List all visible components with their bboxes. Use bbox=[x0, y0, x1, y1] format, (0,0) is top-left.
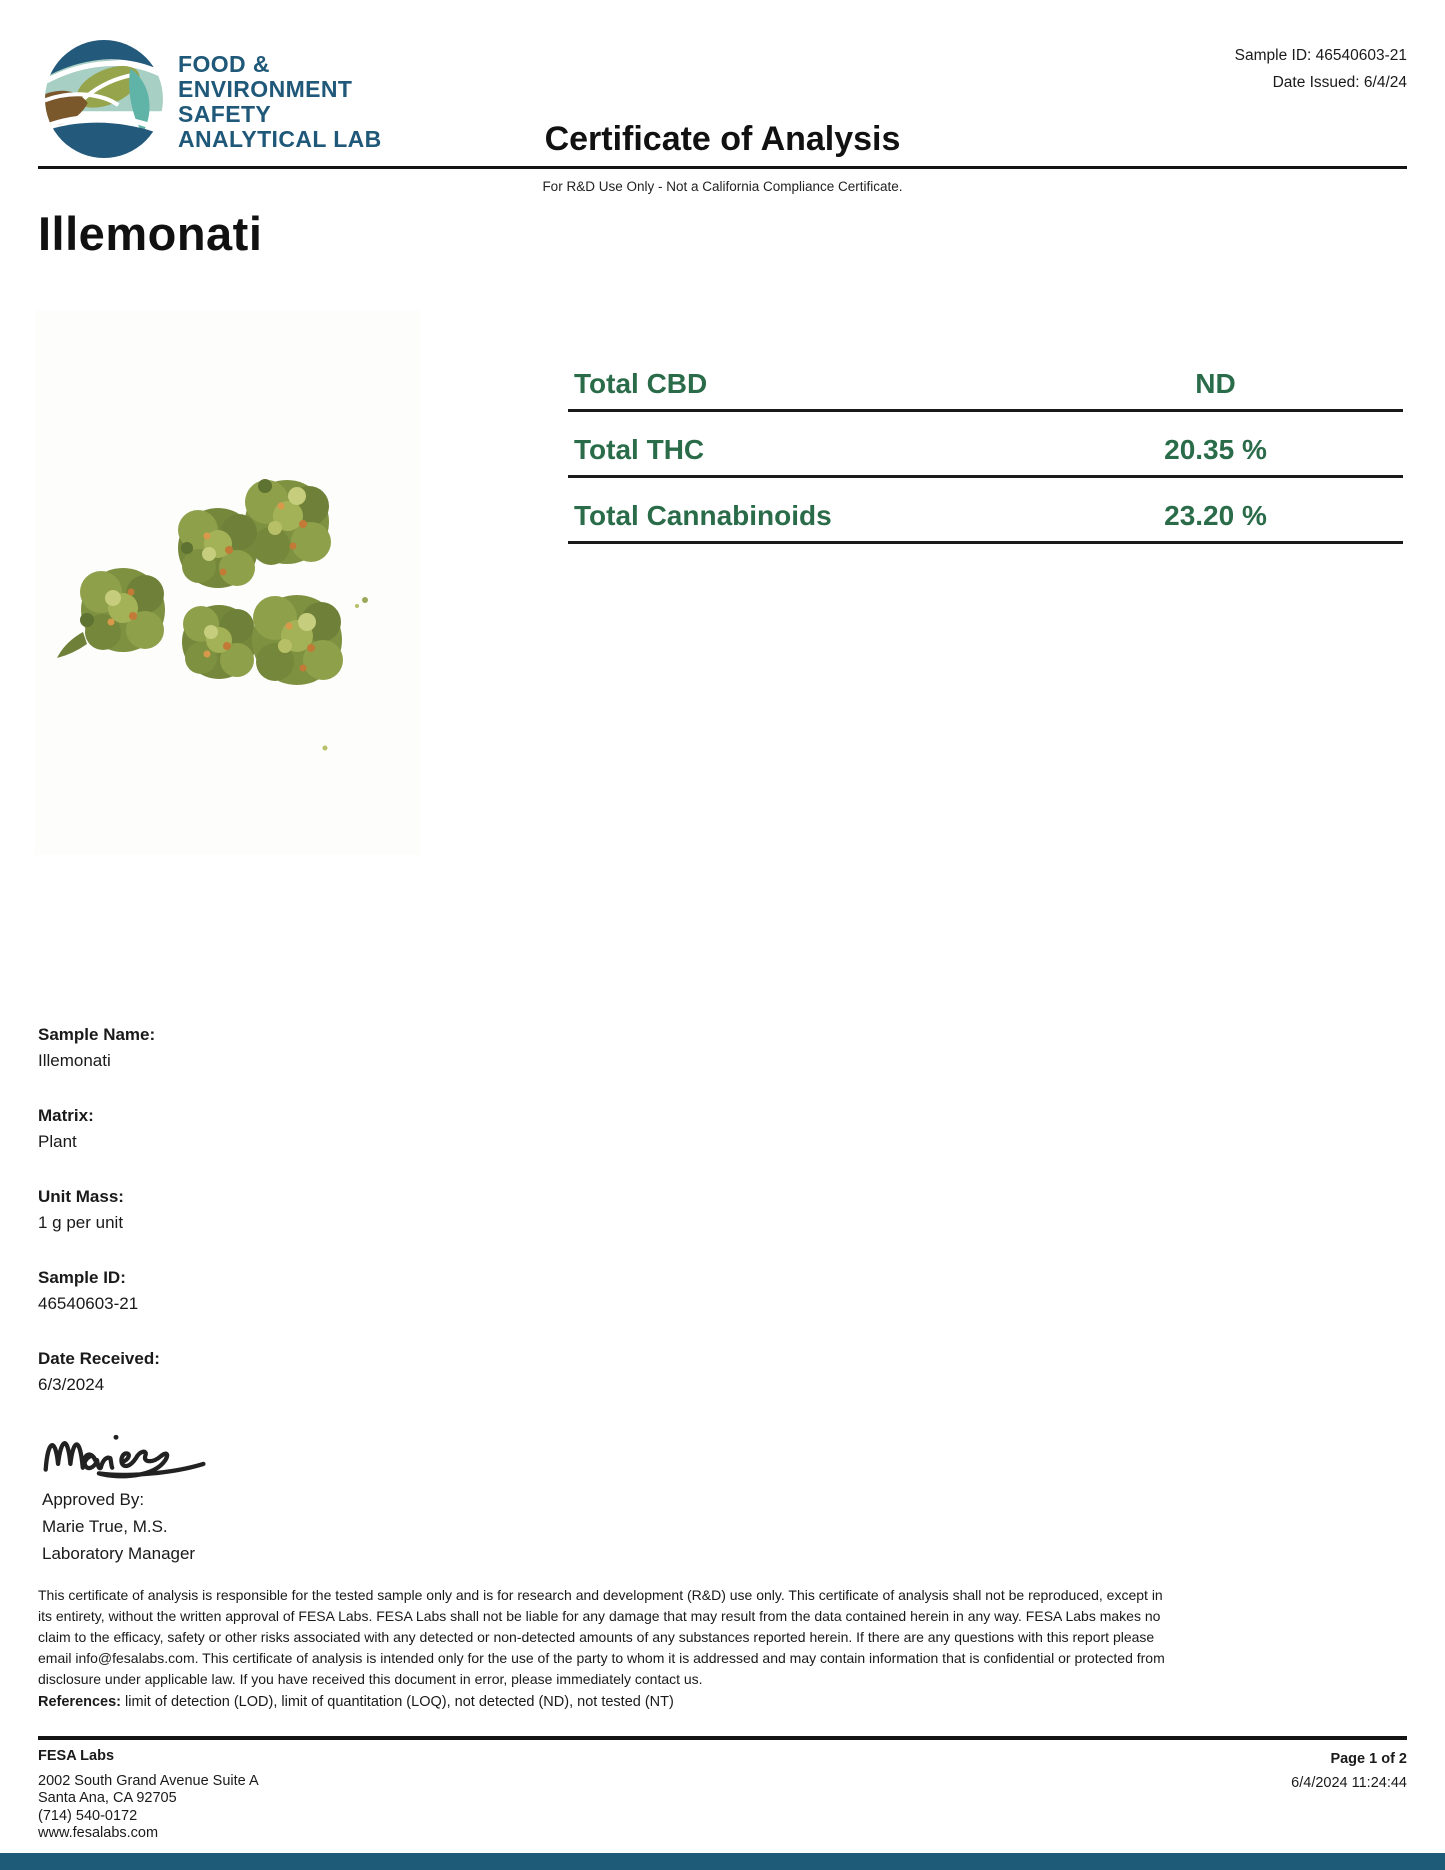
date-issued: Date Issued: 6/4/24 bbox=[1272, 74, 1407, 91]
list-item bbox=[38, 1265, 160, 1317]
header-meta bbox=[1235, 42, 1407, 96]
logo-line-3: SAFETY bbox=[178, 101, 272, 127]
sample-id-issued: Sample ID: 46540603-21 bbox=[1234, 47, 1407, 64]
sample-id-label: Sample ID: bbox=[38, 1268, 126, 1287]
list-item bbox=[38, 1022, 160, 1074]
sample-name-value: Illemonati bbox=[38, 1051, 111, 1070]
total-cannabinoids-value: 23.20 % bbox=[1164, 500, 1267, 531]
logo-line-1: FOOD & bbox=[178, 51, 270, 77]
total-thc-value: 20.35 % bbox=[1164, 434, 1267, 465]
footer-address-line2: Santa Ana, CA 92705 bbox=[38, 1790, 177, 1806]
approver-name: Marie True, M.S. bbox=[42, 1517, 168, 1536]
cannabis-buds-image bbox=[35, 310, 420, 855]
print-timestamp: 6/4/2024 11:24:44 bbox=[1291, 1775, 1407, 1791]
page-number: Page 1 of 2 bbox=[1330, 1751, 1407, 1767]
product-photo bbox=[35, 310, 420, 855]
approver-title: Laboratory Manager bbox=[42, 1544, 196, 1563]
table-row bbox=[568, 350, 1403, 412]
matrix-label: Matrix: bbox=[38, 1106, 94, 1125]
sample-id-value: 46540603-21 bbox=[38, 1294, 139, 1313]
unit-mass-label: Unit Mass: bbox=[38, 1187, 124, 1206]
sample-info-section bbox=[38, 1022, 160, 1427]
footer-lab-name: FESA Labs bbox=[38, 1748, 115, 1764]
references-label: References: bbox=[38, 1694, 122, 1710]
disclaimer-paragraph: This certificate of analysis is responsible for the tested sample only and is for research and development (R&D) use only. This certificate of analysis shall not be reproduced, except in its entirety, without the written approval of FESA Labs. FESA Labs shall not be liable for any damage that may result from the data contained herein in any way. FESA Labs makes no claim to the efficacy, safety or other risks associated with any detected or non-detected amounts of any substances reported herein. If there are any questions with this report please email info@fesalabs.com. This certificate of analysis is intended only for the use of the party to whom it is addressed and may contain information that is confidential or protected from disclosure under applicable law. If you have received this document in error, please immediately contact us. bbox=[38, 1587, 1165, 1687]
approval-block bbox=[42, 1486, 195, 1567]
list-item bbox=[38, 1103, 160, 1155]
footer-lab-info bbox=[38, 1748, 259, 1843]
title-divider bbox=[38, 166, 1407, 169]
total-thc-label: Total THC bbox=[574, 434, 705, 465]
logo-line-4: ANALYTICAL LAB bbox=[178, 126, 382, 152]
table-row bbox=[568, 478, 1403, 544]
date-received-value: 6/3/2024 bbox=[38, 1375, 105, 1394]
signature-image bbox=[40, 1424, 230, 1481]
cannabinoid-results-table bbox=[568, 350, 1403, 544]
list-item bbox=[38, 1346, 160, 1398]
footer-divider bbox=[38, 1736, 1407, 1740]
total-cbd-label: Total CBD bbox=[574, 368, 708, 399]
list-item bbox=[38, 1184, 160, 1236]
document-title: Certificate of Analysis bbox=[544, 120, 901, 158]
table-row bbox=[568, 412, 1403, 478]
total-cbd-value: ND bbox=[1195, 368, 1236, 399]
approved-by-label: Approved By: bbox=[42, 1490, 145, 1509]
page-bottom-bar bbox=[0, 1853, 1445, 1870]
logo-line-2: ENVIRONMENT bbox=[178, 76, 353, 102]
footer-phone: (714) 540-0172 bbox=[38, 1807, 138, 1824]
footer-address-line1: 2002 South Grand Avenue Suite A bbox=[38, 1772, 259, 1789]
sample-name-label: Sample Name: bbox=[38, 1025, 156, 1044]
total-cannabinoids-label: Total Cannabinoids bbox=[574, 500, 832, 531]
references-line bbox=[38, 1694, 674, 1710]
date-received-label: Date Received: bbox=[38, 1349, 160, 1368]
document-subtitle: For R&D Use Only - Not a California Compliance Certificate. bbox=[542, 179, 903, 194]
footer-page-info bbox=[1291, 1747, 1407, 1795]
matrix-value: Plant bbox=[38, 1132, 77, 1151]
references-text: limit of detection (LOD), limit of quantitation (LOQ), not detected (ND), not tested (NT) bbox=[125, 1694, 674, 1710]
product-name-title: Illemonati bbox=[38, 207, 263, 260]
unit-mass-value: 1 g per unit bbox=[38, 1213, 124, 1232]
footer-website: www.fesalabs.com bbox=[38, 1825, 159, 1841]
